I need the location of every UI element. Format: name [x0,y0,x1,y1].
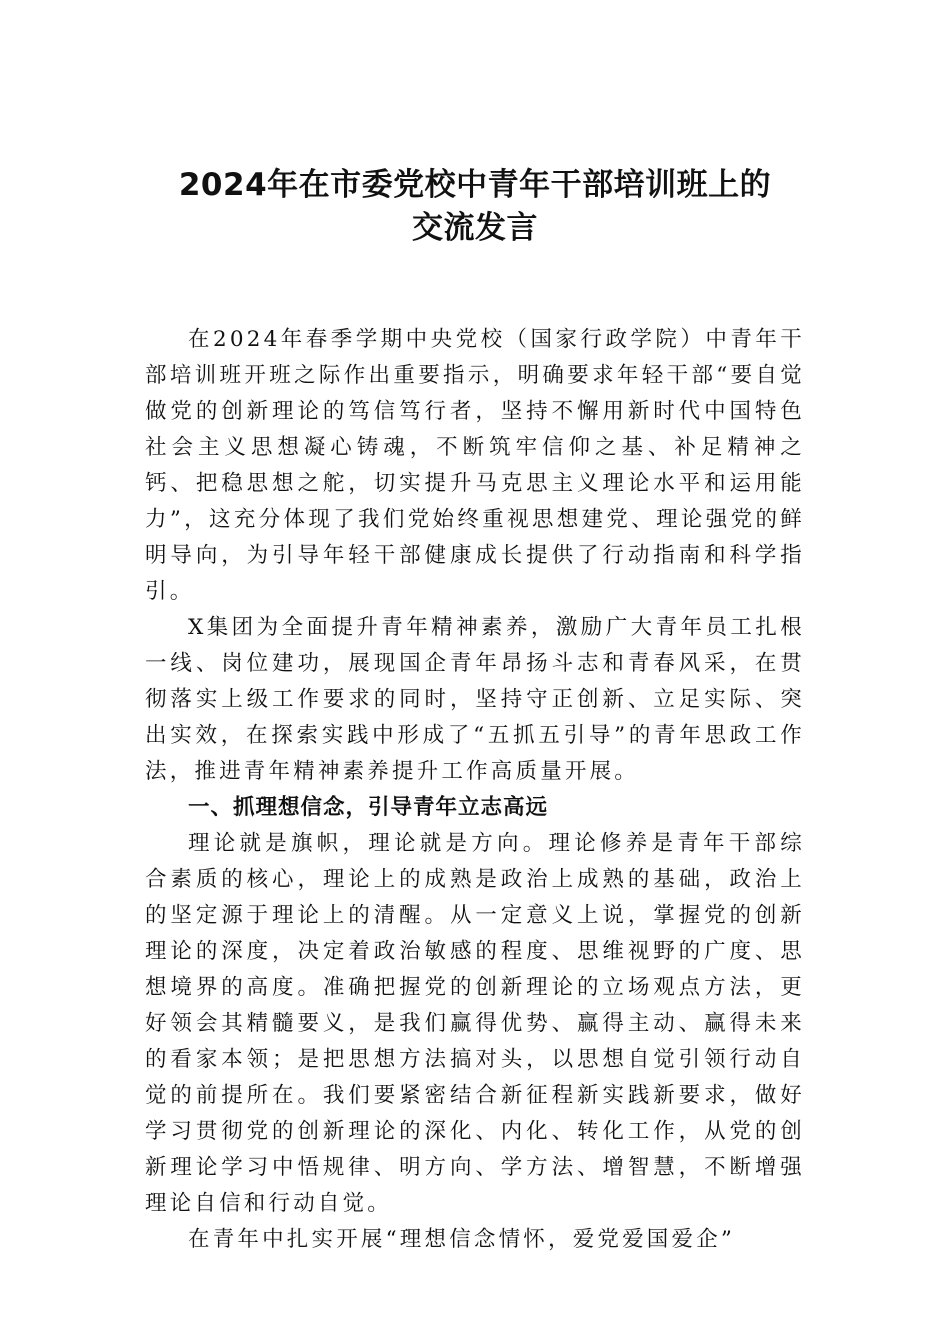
section-heading-1: 一、抓理想信念，引导青年立志高远 [188,795,549,820]
paragraph-continuation: 在青年中扎实开展“理想信念情怀，爱党爱国爱企” [188,1227,736,1252]
document-title-line-1: 2024年在市委党校中青年干部培训班上的 [178,167,772,203]
document-body [145,322,805,1258]
paragraph-group-overview: X集团为全面提升青年精神素养，激励广大青年员工扎根一线、岗位建功，展现国企青年昂扬斗志和青春风采，在贯彻落实上级工作要求的同时，坚持守正创新、立足实际、突出实效，在探索实践中形成了“五抓五引导”的青年思政工作法，推进青年精神素养提升工作高质量开展。 [145,615,805,784]
paragraph-theory: 理论就是旗帜，理论就是方向。理论修养是青年干部综合素质的核心，理论上的成熟是政治上成熟的基础，政治上的坚定源于理论上的清醒。从一定意义上说，掌握党的创新理论的深度，决定着政治敏感的程度、思维视野的广度、思想境界的高度。准确把握党的创新理论的立场观点方法，更好领会其精髓要义，是我们赢得优势、赢得主动、赢得未来的看家本领；是把思想方法搞对头，以思想自觉引领行动自觉的前提所在。我们要紧密结合新征程新实践新要求，做好学习贯彻党的创新理论的深化、内化、转化工作，从党的创新理论学习中悟规律、明方向、学方法、增智慧，不断增强理论自信和行动自觉。 [145,831,805,1216]
document-title-line-2: 交流发言 [412,210,538,246]
paragraph-intro: 在2024年春季学期中央党校（国家行政学院）中青年干部培训班开班之际作出重要指示，明确要求年轻干部“要自觉做党的创新理论的笃信笃行者，坚持不懈用新时代中国特色社会主义思想凝心铸魂，不断筑牢信仰之基、补足精神之钙、把稳思想之舵，切实提升马克思主义理论水平和运用能力”，这充分体现了我们党始终重视思想建党、理论强党的鲜明导向，为引导年轻干部健康成长提供了行动指南和科学指引。 [145,327,805,604]
